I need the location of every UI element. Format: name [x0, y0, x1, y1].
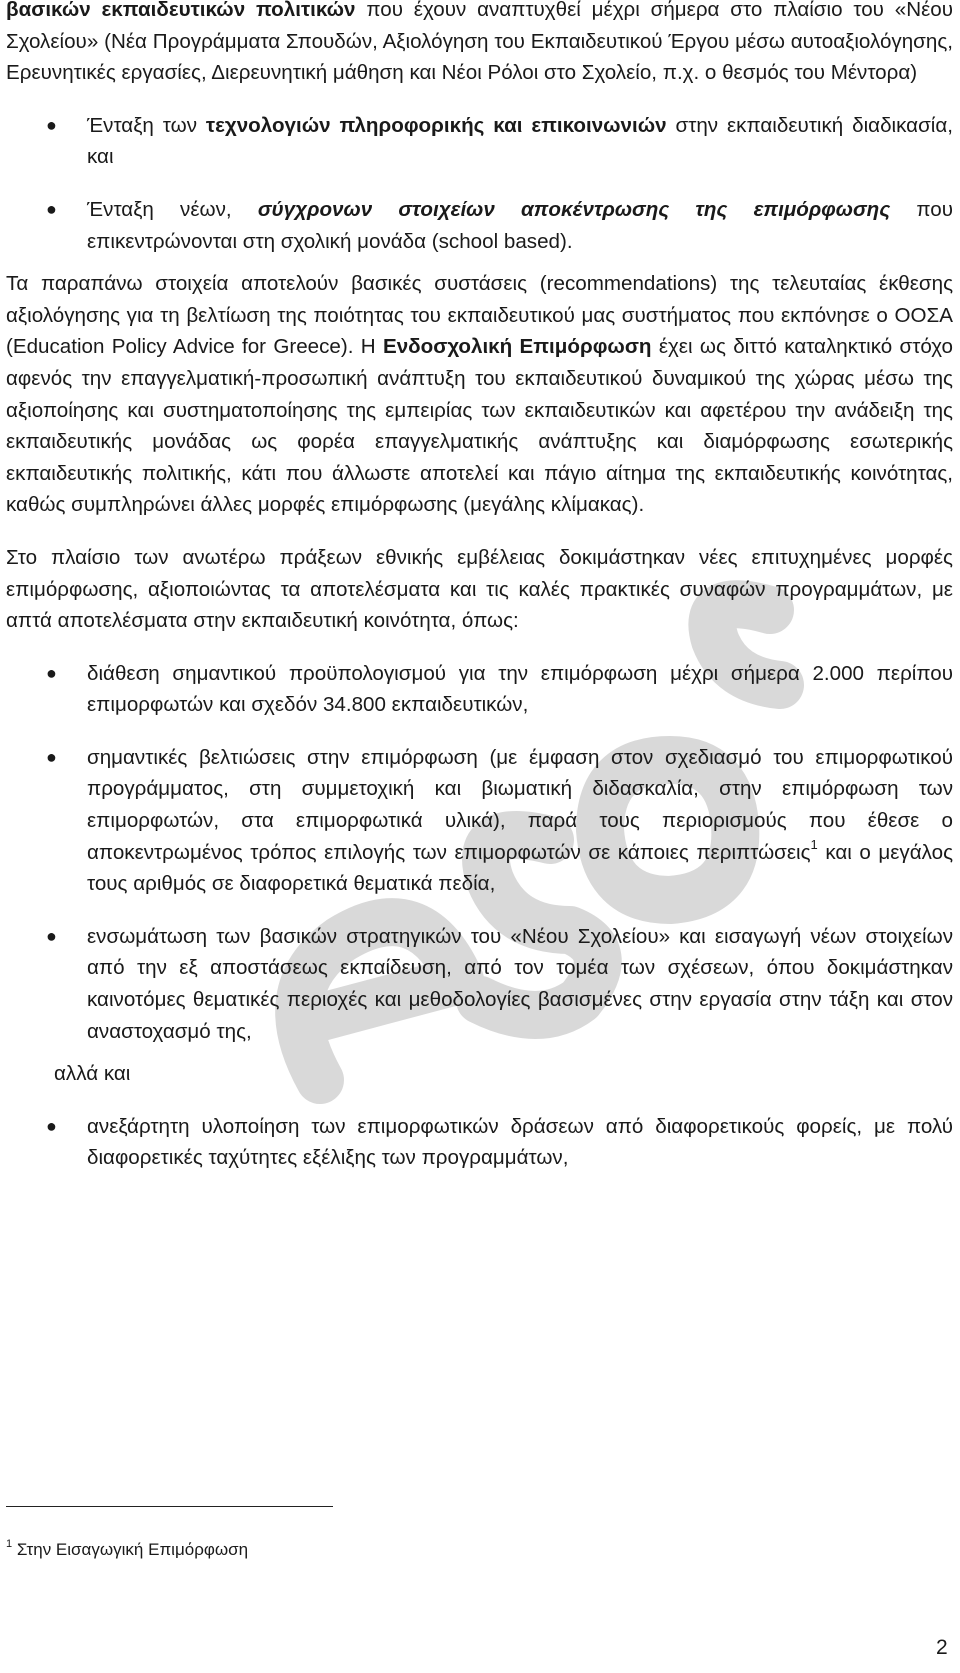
bullet-new-school [6, 921, 953, 1047]
bullet-text: ενσωμάτωση των βασικών στρατηγικών του «Νέου Σχολείου» και εισαγωγή νέων στοιχείων από την εξ αποστάσεως εκπαίδευση, από τον τομέα των σχέσεων, όπου δοκιμάστηκαν καινοτόμες θεματικές περιοχές και μεθοδολογίες βασισμένες στην εργασία στην τάξη και στον αναστοχασμό της, [87, 924, 953, 1043]
national-actions-paragraph: Στο πλαίσιο των ανωτέρω πράξεων εθνικής εμβέλειας δοκιμάστηκαν νέες επιτυχημένες μορφές επιμόρφωσης, αξιοποιώντας τα αποτελέσματα και τις καλές πρακτικές συναφών προγραμμάτων, με απτά αποτελέσματα στην εκπαιδευτική κοινότητα, όπως: [6, 545, 953, 633]
intro-text: που έχουν αναπτυχθεί μέχρι σήμερα στο πλαίσιο του «Νέου Σχολείου» (Νέα Προγράμματα Σπουδών, Αξιολόγηση του Εκπαιδευτικού Έργου μέσω αυτοαξιολόγησης, Ερευνητικές εργασίες, Διερευνητική μάθηση και Νέοι Ρόλοι στο Σχολείο, π.χ. ο θεσμός του Μέντορα) [6, 0, 953, 85]
intro-bold: βασικών εκπαιδευτικών πολιτικών [6, 0, 356, 21]
bullet-icon: ● [46, 925, 57, 946]
bullet-text: Ένταξη των [87, 113, 206, 137]
bullet-improvements [6, 742, 953, 900]
bullet-text: που επικεντρώνονται στη σχολική μονάδα (school based). [87, 197, 953, 253]
bullet-icon: ● [46, 746, 57, 767]
footnote-text: Στην Εισαγωγική Επιμόρφωση [12, 1540, 249, 1559]
footnote-ref[interactable]: 1 [810, 836, 818, 852]
oecd-paragraph [6, 268, 953, 521]
bullet-independent [6, 1111, 953, 1174]
bullet-icon: ● [46, 1115, 57, 1136]
bullet-budget [6, 658, 953, 721]
bullet-decentralisation [6, 194, 953, 257]
bullet-bold: τεχνολογιών πληροφορικής και επικοινωνιών [205, 113, 667, 137]
bullet-text: Ένταξη νέων, [87, 197, 258, 221]
intro-paragraph [6, 0, 953, 89]
bullet-bold-italic: σύγχρονων στοιχείων αποκέντρωσης της επιμόρφωσης [257, 197, 891, 221]
bullet-ict [6, 110, 953, 173]
bullet-text: και ο μεγάλος τους αριθμός σε διαφορετικά θεματικά πεδία, [87, 840, 953, 896]
footnote-separator [6, 1506, 333, 1507]
bullet-text: στην εκπαιδευτική διαδικασία, και [87, 113, 953, 169]
bullet-text: ανεξάρτητη υλοποίηση των επιμορφωτικών δράσεων από διαφορετικούς φορείς, με πολύ διαφορετικές ταχύτητες εξέλιξης των προγραμμάτων, [87, 1114, 953, 1170]
page-number: 2 [936, 1636, 948, 1659]
footnote [6, 1538, 248, 1562]
footnote-marker: 1 [6, 1538, 13, 1550]
bullet-text: διάθεση σημαντικού προϋπολογισμού για την επιμόρφωση μέχρι σήμερα 2.000 περίπου επιμορφωτών και σχεδόν 34.800 εκπαιδευτικών, [87, 661, 953, 717]
bullet-text: σημαντικές βελτιώσεις στην επιμόρφωση (με έμφαση στον σχεδιασμό του επιμορφωτικού προγράμματος, στη συμμετοχική και βιωματική διδασκαλία, στην επιμόρφωση των επιμορφωτών, στα επιμορφωτικά υλικά), παρά τους περιορισμούς που έθεσε ο αποκεντρωμένος τρόπος επιλογής των επιμορφωτών σε κάποιες περιπτώσεις [87, 745, 953, 864]
paragraph-bold: Ενδοσχολική Επιμόρφωση [382, 335, 652, 359]
bullet-icon: ● [46, 114, 57, 135]
bullet-icon: ● [46, 198, 57, 219]
bullet-icon: ● [46, 662, 57, 683]
paragraph-text: έχει ως διττό καταληκτικό στόχο αφενός την επαγγελματική-προσωπική ανάπτυξη του εκπαιδευτικού δυναμικού της χώρας μέσω της αξιοποίησης και συστηματοποίησης της εμπειρίας των εκπαιδευτικών και αφετέρου την ανάδειξη της εκπαιδευτικής μονάδας ως φορέα επαγγελματικής ανάπτυξης και διαμόρφωσης εσωτερικής εκπαιδευτικής πολιτικής, κάτι που άλλωστε αποτελεί και πάγιο αίτημα της εκπαιδευτικής κοινότητας, καθώς συμπληρώνει άλλες μορφές επιμόρφωσης (μεγάλης κλίμακας). [6, 335, 953, 517]
paragraph-text: Τα παραπάνω στοιχεία αποτελούν βασικές συστάσεις (recommendations) της τελευταίας έκθεσης αξιολόγησης για τη βελτίωση της ποιότητας του εκπαιδευτικού μας συστήματος που εκπόνησε ο ΟΟΣΑ (Education Policy Advice for Greece). Η [6, 272, 953, 359]
document-body [6, 0, 953, 1174]
alla-kai-text: αλλά και [54, 1062, 131, 1086]
